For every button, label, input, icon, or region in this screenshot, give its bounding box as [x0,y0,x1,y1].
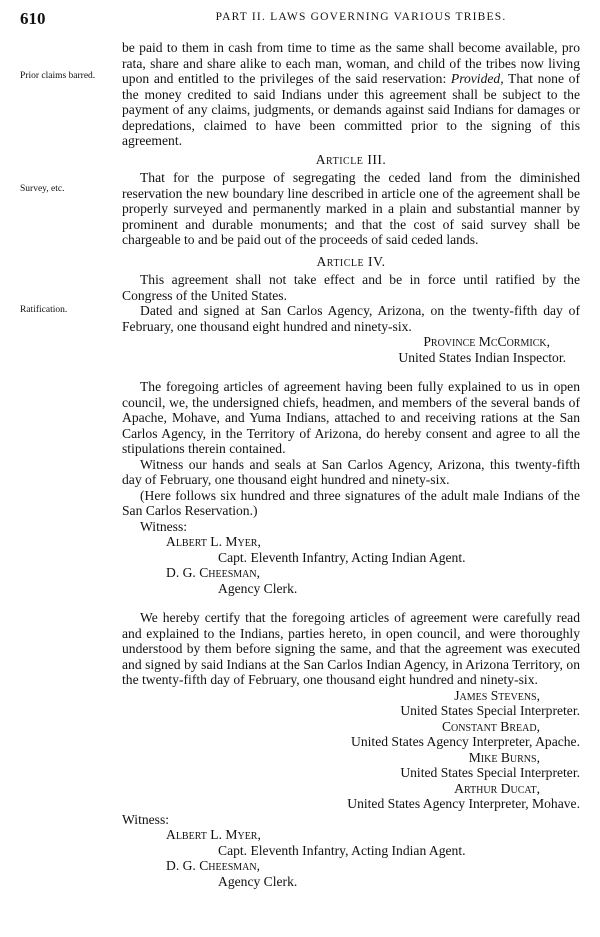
cheesman-name: D. G. Cheesman, [166,565,261,580]
p1-line: child of the tribes now living upon and entitled to the privileges of the [122,55,580,86]
article-4-heading: Article IV. [316,253,386,269]
page-header [14,9,586,29]
foregoing-paragraph: The foregoing articles of agreement having been fully explained to us in open council, we, the undersigned chiefs, headmen, and members of the several bands of Apache, Mohave, and Yuma Indians, attached to and receiving rations at the San Carlos Agency, in the Territory of Arizona, do hereby consent and agree to all the stipulations therein contained. [122,379,580,456]
burns-name: Mike Burns, [468,749,540,765]
page-number: 610 [20,9,46,28]
article-4-text: This agreement shall not take effect and be in force until ratified by the Congress of the United States. [122,272,580,303]
certify-paragraph: We hereby certify that the foregoing articles of agreement were carefully read and explained to the Indians, parties hereto, in open council, and were thoroughly understood by them before signing the same, and that the agreement was executed and signed by said Indians at the San Carlos Indian Agency, in Arizona Territory, on the twenty-fifth day of February, one thousand eight hundred and ninety-six. [122,610,580,687]
bread-name: Constant Bread, [441,718,540,734]
bread-title: United States Agency Interpreter, Apache. [351,734,580,749]
witness-label: Witness: [140,518,188,534]
inspector-title: United States Indian Inspector. [398,349,566,365]
p1-rest: That none of the money credited to said Indians under this agreement shall be subject to the payment of any claims, judgments, or demands against said Indians for damages or depredations, claimed to have been committed prior to the signing of this agreement. [122,71,580,148]
myer-name-2: Albert L. Myer, [166,827,261,842]
cheesman-title-2: Agency Clerk. [218,873,298,889]
article-3-heading: Article III. [315,151,387,167]
witness-hands-paragraph: Witness our hands and seals at San Carlos Agency, Arizona, this twenty-fifth day of February, one thousand eight hundred and ninety-six. [122,456,580,487]
inspector-name: Province McCormick, [423,334,550,349]
ducat-title: United States Agency Interpreter, Mohave. [347,796,580,811]
margin-note-survey: Survey, etc. [20,184,65,194]
cheesman-title: Agency Clerk. [218,580,298,596]
stevens-name: James Stevens, [454,687,540,703]
myer-name: Albert L. Myer, [166,534,261,549]
p1-line: available, pro rata, share and share alike to each man, woman, and [122,40,581,71]
ducat-name: Arthur Ducat, [454,780,540,796]
witness-label-2: Witness: [122,811,170,827]
stevens-title: United States Special Interpreter. [400,703,580,718]
provided-word: Provided, [450,71,504,86]
myer-title-2: Capt. Eleventh Infantry, Acting Indian Agent. [218,842,466,858]
paragraph-payment [122,40,580,149]
p1-line: be paid to them in cash from time to time as the same shall become [122,40,501,55]
margin-note-ratification: Ratification. [20,305,68,315]
signatures-note: (Here follows six hundred and three signatures of the adult male Indians of the San Carlos Reservation.) [122,487,580,518]
burns-title: United States Special Interpreter. [400,765,580,780]
margin-note-prior-claims: Prior claims barred. [20,71,96,81]
running-title: PART II. LAWS GOVERNING VARIOUS TRIBES. [215,11,507,23]
cheesman-name-2: D. G. Cheesman, [166,858,261,873]
dated-paragraph: Dated and signed at San Carlos Agency, Arizona, on the twenty-fifth day of February, one thousand eight hundred and ninety-six. [122,303,580,334]
main-text-column [122,40,580,889]
article-3-text: That for the purpose of segregating the ceded land from the diminished reservation the new boundary line described in article one of the agreement shall be properly surveyed and permanently marked in a plain and substantial manner by prominent and durable monuments; and that the cost of said survey shall be chargeable to and be paid out of the proceeds of said ceded lands. [122,170,580,247]
p1-line: said reservation: [355,71,451,86]
myer-title: Capt. Eleventh Infantry, Acting Indian Agent. [218,549,466,565]
